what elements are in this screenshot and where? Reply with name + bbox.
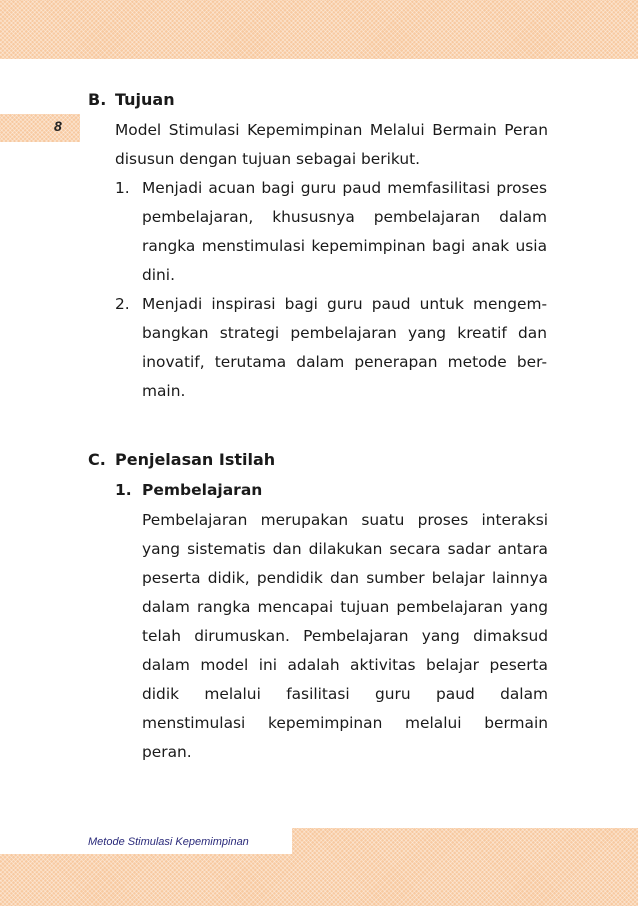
section-b-label: B. [88,90,107,109]
section-c-title: Penjelasan Istilah [115,450,276,469]
item-text: Menjadi inspirasi bagi guru paud untuk mengem-bangkan strategi pembelajaran yang kreatif dan inovatif, terutama dalam penerapan metode ber-main. [142,295,547,400]
section-b-title: Tujuan [115,90,175,109]
page-number-tab [0,114,80,142]
section-b-intro: Model Stimulasi Kepemimpinan Melalui Bermain Peran disusun dengan tujuan sebagai berikut. [115,121,548,168]
section-c-heading [88,450,275,469]
section-b-heading [88,90,175,109]
page-number: 8 [54,118,62,134]
item-text: Menjadi acuan bagi guru paud memfasilitasi proses pembelajaran, khususnya pembelajaran dalam rangka menstimulasi kepemimpinan bagi anak usia dini. [142,179,547,284]
top-decorative-band [0,0,638,59]
subsection-heading [115,481,262,499]
subsection-title: Pembelajaran [142,481,263,499]
item-number: 2. [115,295,130,313]
subsection-paragraph: Pembelajaran merupakan suatu proses interaksi yang sistematis dan dilakukan secara sadar antara peserta didik, pendidik dan sumber belajar lainnya dalam rangka mencapai tujuan pembelajaran yang telah dirumuskan. Pembelajaran yang dimaksud dalam model ini adalah aktivitas belajar peserta didik melalui fasilitasi guru paud dalam menstimulasi kepemimpinan melalui bermain peran. [142,511,548,761]
item-number: 1. [115,179,130,197]
footer-title: Metode Stimulasi Kepemimpinan [88,836,249,848]
section-c-label: C. [88,450,106,469]
subsection-number: 1. [115,481,132,499]
